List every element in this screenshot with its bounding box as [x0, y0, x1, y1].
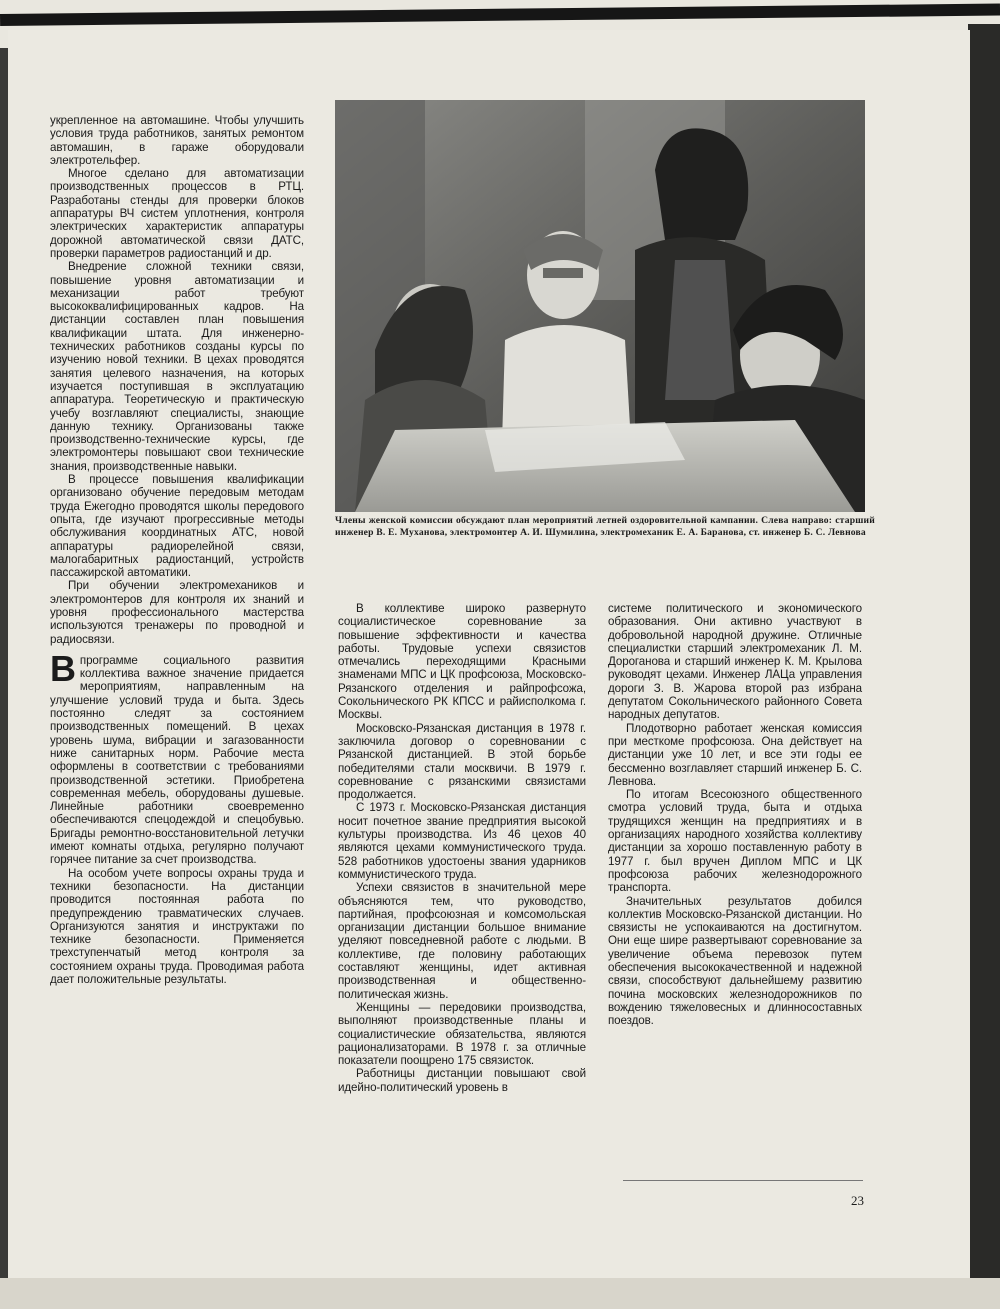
- photo-caption: Члены женской комиссии обсуждают план мероприятий летней оздоровительной кампании. Слева направо: старший инженер В. Е. Муханова, электромонтер А. И. Шумилина, электромеханик Е. А. Баранова, ст. инженер Б. С. Левнова: [335, 515, 875, 538]
- paragraph: Плодотворно работает женская комиссия при месткоме профсоюза. Она действует на дистанции уже 10 лет, и все эти годы ее бессменно возглавляет старший инженер Б. С. Левнова.: [608, 721, 862, 788]
- column-right: [608, 602, 862, 1028]
- paragraph: При обучении электромехаников и электромонтеров для контроля их знаний и уровня профессионального мастерства используются тренажеры по проводной и радиосвязи.: [50, 579, 304, 646]
- paragraph: С 1973 г. Московско-Рязанская дистанция носит почетное звание предприятия высокой культуры производства. Из 46 цехов 40 являются цехами коммунистического труда. 528 работников удостоены звания ударников коммунистического труда.: [338, 801, 586, 881]
- paragraph: Успехи связистов в значительной мере объясняются тем, что руководство, партийная, профсоюзная и комсомольская организации дистанции большое внимание уделяют повседневной работе с людьми. В коллективе, где половину работающих составляют женщины, идет активная производственная и общественно-политическая жизнь.: [338, 881, 586, 1001]
- paragraph: Московско-Рязанская дистанция в 1978 г. заключила договор о соревновании с Рязанской дистанцией. В этой борьбе победителями стали москвичи. В 1979 г. соревнование с рязанскими связистами продолжается.: [338, 721, 586, 802]
- page-number: 23: [851, 1193, 864, 1208]
- column-middle: [338, 602, 586, 1094]
- paragraph: Внедрение сложной техники связи, повышение уровня автоматизации и механизации работ требуют высококвалифицированных кадров. На дистанции составлен план повышения квалификации штата. Для инженерно-технических работников созданы курсы по изучению новой техники. В цехах проводятся занятия целевого назначения, на которых изучается поступившая в эксплуатацию аппаратура. Теоретическую и практическую учебу возглавляют специалисты, знающие данную технику. Организованы также производственно-технические курсы, где электромонтеры повышают свои технические знания, производственные навыки.: [50, 260, 304, 473]
- paragraph: Женщины — передовики производства, выполняют производственные планы и социалистические обязательства, являются рационализаторами. В 1978 г. за отличные показатели поощрено 175 связисток.: [338, 1000, 586, 1068]
- footer-rule: [623, 1180, 863, 1181]
- photo-four-women-at-table: [335, 100, 865, 512]
- paragraph: укрепленное на автомашине. Чтобы улучшить условия труда работников, занятых ремонтом автомашин, в гараже оборудовали электротельфер.: [50, 114, 304, 167]
- column-left-paragraphs: [50, 114, 304, 646]
- paragraph: По итогам Всесоюзного общественного смотра условий труда, быта и отдыха трудящихся женщин на предприятиях и в организациях народного хозяйства коллективу дистанции за хорошо поставленную работу в 1977 г. был вручен Диплом МПС и ЦК профсоюза рабочих железнодорожного транспорта.: [608, 788, 862, 895]
- dropcap-letter: В: [50, 647, 76, 689]
- column-left-paragraphs-after: [50, 867, 304, 987]
- paragraph: В процессе повышения квалификации организовано обучение передовым методам труда Ежегодно проводятся школы передового опыта, где изучают прогрессивные методы обслуживания координатных АТС, новой аппаратуры радиорелейной связи, малогабаритных радиостанций, устройств пассажирской автоматики.: [50, 473, 304, 580]
- paragraph: Значительных результатов добился коллектив Московско-Рязанской дистанции. Но связисты не успокаиваются на достигнутом. Они еще шире развертывают соревнование за увеличение объема перевозок путем обеспечения высококачественной и надежной связи, способствуют дальнейшему развитию почина московских железнодорожников по вождению тяжеловесных и длинносоставных поездов.: [608, 894, 862, 1028]
- dropcap-paragraph: [50, 647, 304, 867]
- paragraph: Многое сделано для автоматизации производственных процессов в РТЦ. Разработаны стенды для проверки блоков аппаратуры ВЧ систем уплотнения, контроля электрических характеристик аппаратуры дорожной автоматической связи ДАТС, проверки параметров радиостанций и др.: [50, 167, 304, 260]
- dropcap-paragraph-text: программе социального развития коллектива важное значение придается мероприятиям, направленным на улучшение условий труда и быта. Здесь постоянно следят за состоянием производственных помещений. В цехах уровень шума, вибрации и загазованности ниже санитарных норм. Рабочие места оформлены в соответствии с требованиями производственной эстетики. Приобретена современная мебель, оборудованы душевые. Линейные работники своевременно обеспечиваются спецодеждой и спецобувью. Бригады ремонтно-восстановительной летучки имеют комнаты отдыха, регулярно получают горячее питание за счет производства.: [50, 653, 304, 867]
- scan-bottom-strip: [0, 1278, 1000, 1309]
- paragraph: Работницы дистанции повышают свой идейно-политический уровень в: [338, 1067, 586, 1094]
- paragraph: На особом учете вопросы охраны труда и техники безопасности. На дистанции проводится постоянная работа по предупреждению травматических случаев. Организуются занятия и инструктажи по технике безопасности. Применяется трехступенчатый метод контроля за состоянием охраны труда. Проводимая работа дает положительные результаты.: [50, 866, 304, 986]
- magazine-page: [8, 30, 970, 1305]
- photo: [335, 100, 865, 512]
- paragraph: системе политического и экономического образования. Они активно участвуют в добровольной народной дружине. Отличные специалистки старший электромеханик Л. М. Дороганова и старший инженер К. М. Крылова руководят цехами. Инженер ЛАЦа управления дороги З. В. Жарова второй раз избрана депутатом Сокольнического районного Совета народных депутатов.: [608, 602, 862, 722]
- column-left: [50, 114, 304, 986]
- paragraph: В коллективе широко развернуто социалистическое соревнование за повышение эффективности и качества работы. Трудовые успехи связистов отмечались переходящими Красными знаменами МПС и ЦК профсоюза, Московско-Рязанского отделения и райпрофсожа, Сокольнического РК КПСС и райисполкома г. Москвы.: [338, 602, 586, 722]
- scan-right-edge: [968, 24, 1000, 1309]
